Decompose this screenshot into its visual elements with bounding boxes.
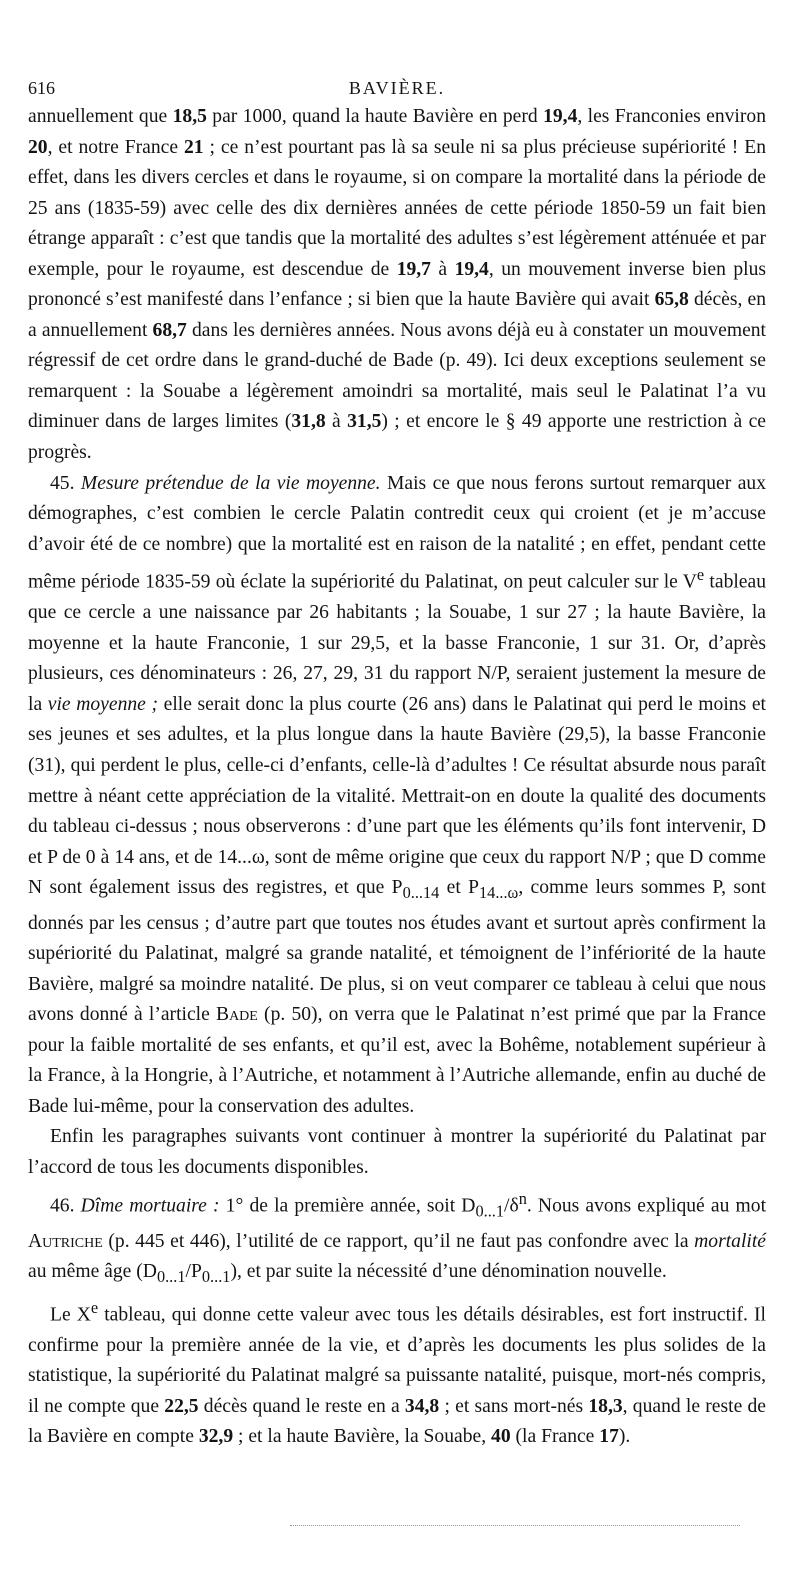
footer-dotted-rule	[290, 1525, 740, 1526]
running-header	[28, 70, 766, 96]
paragraph-p5: Le Xe tableau, qui donne cette valeur avec tous les détails désirables, est fort instructif. Il confirme pour la première année de la vie, et d’après les documents les plus solides de la statistique, la supériorité du Palatinat malgré sa puissante natalité, puisque, mort-nés compris, il ne compte que 22,5 décès quand le reste en a 34,8 ; et sans mort-nés 18,3, quand le reste de la Bavière en compte 32,9 ; et la haute Bavière, la Souabe, 40 (la France 17).	[28, 1297, 766, 1448]
paragraph-p1: annuellement que 18,5 par 1000, quand la haute Bavière en perd 19,4, les Franconies environ 20, et notre France 21 ; ce n’est pourtant pas là sa seule ni sa plus précieuse supériorité ! En effet, dans les divers cercles et dans le royaume, si on compare la mortalité dans la période de 25 ans (1835-59) avec celle des dix dernières années de cette période 1850-59 un fait bien étrange apparaît : c’est que tandis que la mortalité des adultes s’est légèrement atténuée et par exemple, pour le royaume, est descendue de 19,7 à 19,4, un mouvement inverse bien plus prononcé s’est manifesté dans l’enfance ; si bien que la haute Bavière qui avait 65,8 décès, en a annuellement 68,7 dans les dernières années. Nous avons déjà eu à constater un mouvement régressif de cet ordre dans le grand-duché de Bade (p. 49). Ici deux exceptions seulement se remarquent : la Souabe a légèrement amoindri sa mortalité, mais seul le Palatinat l’a vu diminuer dans de larges limites (31,8 à 31,5) ; et encore le § 49 apporte une restriction à ce progrès.	[28, 106, 767, 464]
page-number: 616	[28, 78, 55, 98]
body-text	[28, 102, 766, 1453]
running-title: BAVIÈRE.	[348, 78, 446, 98]
book-page	[28, 70, 766, 1453]
paragraph-p3: Enfin les paragraphes suivants vont continuer à montrer la supériorité du Palatinat par l’accord de tous les documents disponibles.	[28, 1126, 766, 1179]
paragraph-p4: 46. Dîme mortuaire : 1° de la première année, soit $D_{0...1}/\delta^n$. Nous avons expliqué au mot Autriche (p. 445 et 446), l’utilité de ce rapport, qu’il ne faut pas confondre avec la mortalité au même âge $(D_{0...1}/P_{0...1})$, et par suite la nécessité d’une dénomination nouvelle.	[28, 1188, 767, 1287]
paragraph-p2: 45. Mesure prétendue de la vie moyenne. Mais ce que nous ferons surtout remarquer aux démographes, c’est combien le cercle Palatin contredit ceux qui croient (et je m’accuse d’avoir été de ce nombre) que la mortalité est en raison de la natalité ; en effet, pendant cette même période 1835-59 où éclate la supériorité du Palatinat, on peut calculer sur le Ve tableau que ce cercle a une naissance par 26 habitants ; la Souabe, 1 sur 27 ; la haute Bavière, la moyenne et la haute Franconie, 1 sur 29,5, et la basse Franconie, 1 sur 31. Or, d’après plusieurs, ces dénominateurs : 26, 27, 29, 31 du rapport N/P, seraient justement la mesure de la vie moyenne ; elle serait donc la plus courte (26 ans) dans le Palatinat qui perd le moins et ses jeunes et ses adultes, et la plus longue dans la haute Bavière (29,5), la basse Franconie (31), qui perdent le plus, celle-ci d’enfants, celle-là d’adultes ! Ce résultat absurde nous paraît mettre à néant cette appréciation de la vitalité. Mettrait-on en doute la qualité des documents du tableau ci-dessus ; nous observerons : d’une part que les éléments qu’ils font intervenir, D et P de 0 à 14 ans, et de 14...ω, sont de même origine que ceux du rapport N/P ; que D comme N sont également issus des registres, et que $P_{0...14}$ et $P_{14...\omega}$, comme leurs sommes P, sont donnés par les census ; d’autre part que toutes nos études avant et surtout après confirment la supériorité du Palatinat, malgré sa grande natalité, et témoignent de l’infériorité de la haute Bavière, malgré sa moindre natalité. De plus, si on veut comparer ce tableau à celui que nous avons donné à l’article Bade (p. 50), on verra que le Palatinat n’est primé que par la France pour la faible mortalité de ses enfants, et qu’il est, avec la Bohême, notablement supérieur à la France, à la Hongrie, à l’Autriche, et notamment à l’Autriche allemande, enfin au duché de Bade lui-même, pour la conservation des adultes.	[28, 472, 766, 1117]
